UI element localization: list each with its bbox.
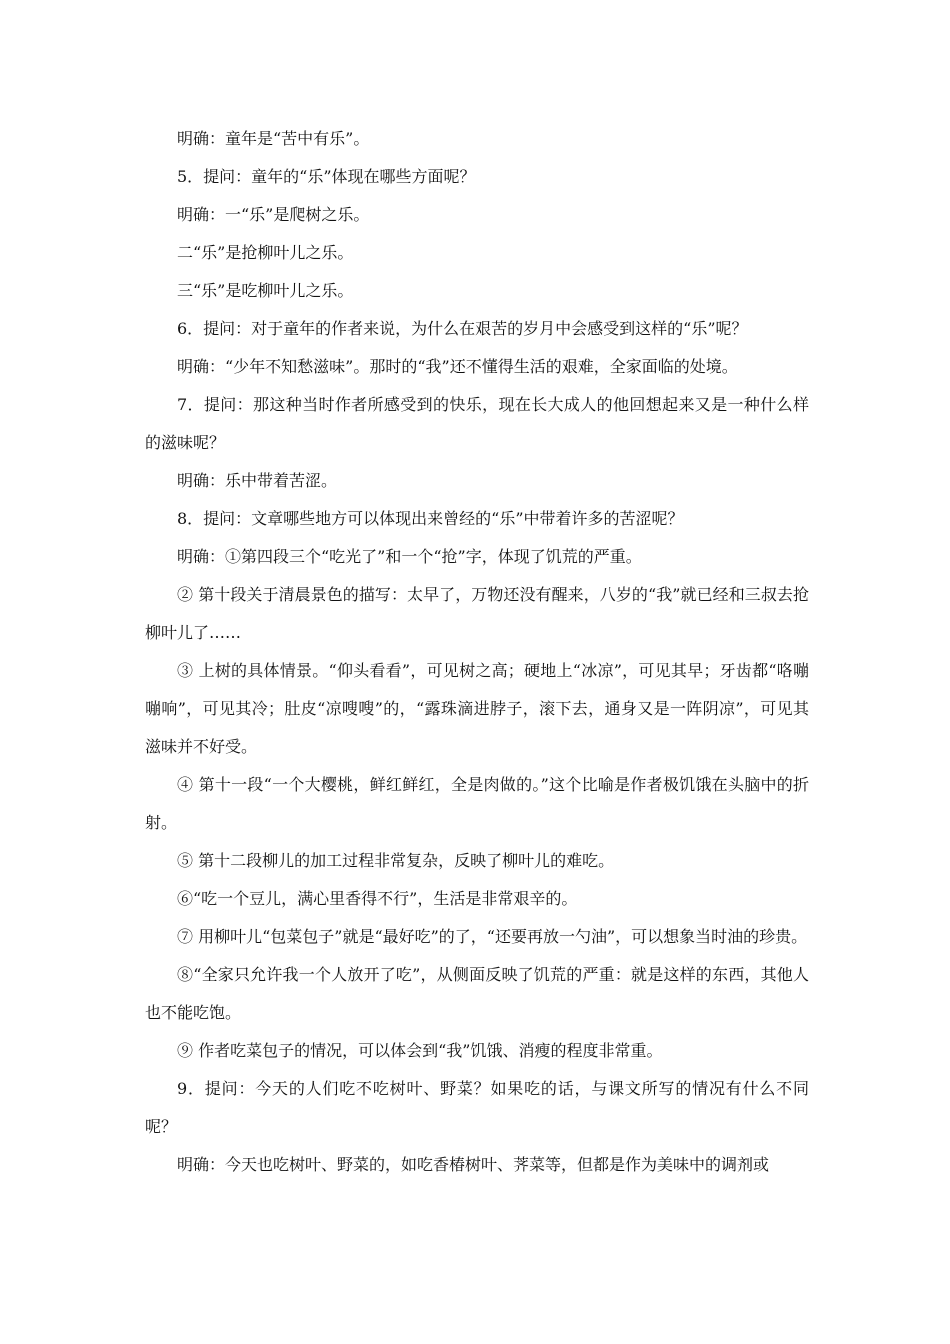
- paragraph-answer-8-item-5: ⑤ 第十二段柳儿的加工过程非常复杂，反映了柳叶儿的难吃。: [177, 851, 615, 870]
- document-body: [145, 120, 809, 1184]
- paragraph-answer-7: 明确：乐中带着苦涩。: [177, 471, 338, 490]
- paragraph-question-6: 6．提问：对于童年的作者来说，为什么在艰苦的岁月中会感受到这样的“乐”呢？: [177, 319, 748, 338]
- paragraph-answer-5-joy-3: 三“乐”是吃柳叶儿之乐。: [177, 281, 354, 300]
- paragraph-question-8: 8．提问：文章哪些地方可以体现出来曾经的“乐”中带着许多的苦涩呢？: [177, 509, 684, 528]
- paragraph-answer-8-item-2: ② 第十段关于清晨景色的描写：太早了，万物还没有醒来，八岁的“我”就已经和三叔去抢柳叶儿了……: [145, 585, 809, 642]
- paragraph-question-7: 7．提问：那这种当时作者所感受到的快乐，现在长大成人的他回想起来又是一种什么样的滋味呢？: [145, 395, 809, 452]
- paragraph-answer-8-item-7: ⑦ 用柳叶儿“包菜包子”就是“最好吃”的了，“还要再放一勺油”，可以想象当时油的珍贵。: [177, 927, 808, 946]
- paragraph-answer-8-item-1: 明确：①第四段三个“吃光了”和一个“抢”字，体现了饥荒的严重。: [177, 547, 642, 566]
- paragraph-answer-8-item-8: ⑧“全家只允许我一个人放开了吃”，从侧面反映了饥荒的严重：就是这样的东西，其他人也不能吃饱。: [145, 965, 809, 1022]
- paragraph-answer-5-joy-2: 二“乐”是抢柳叶儿之乐。: [177, 243, 354, 262]
- paragraph-answer-9: 明确：今天也吃树叶、野菜的，如吃香椿树叶、荠菜等，但都是作为美味中的调剂或: [177, 1155, 770, 1174]
- paragraph-answer-8-item-6: ⑥“吃一个豆儿，满心里香得不行”，生活是非常艰辛的。: [177, 889, 578, 908]
- paragraph-question-5: 5．提问：童年的“乐”体现在哪些方面呢？: [177, 167, 476, 186]
- paragraph-answer-childhood: 明确：童年是“苦中有乐”。: [177, 129, 370, 148]
- paragraph-answer-8-item-3: ③ 上树的具体情景。“仰头看看”，可见树之高；硬地上“冰凉”，可见其早；牙齿都“咯嘣嘣响”，可见其冷；肚皮“凉嗖嗖”的，“露珠滴进脖子，滚下去，通身又是一阵阴凉”，可见其滋味并不好受。: [145, 661, 809, 756]
- paragraph-answer-8-item-9: ⑨ 作者吃菜包子的情况，可以体会到“我”饥饿、消瘦的程度非常重。: [177, 1041, 663, 1060]
- paragraph-question-9: 9．提问：今天的人们吃不吃树叶、野菜？如果吃的话，与课文所写的情况有什么不同呢？: [145, 1079, 809, 1136]
- paragraph-answer-6: 明确：“少年不知愁滋味”。那时的“我”还不懂得生活的艰难，全家面临的处境。: [177, 357, 738, 376]
- paragraph-answer-8-item-4: ④ 第十一段“一个大樱桃，鲜红鲜红，全是肉做的。”这个比喻是作者极饥饿在头脑中的折射。: [145, 775, 809, 832]
- paragraph-answer-5-joy-1: 明确：一“乐”是爬树之乐。: [177, 205, 370, 224]
